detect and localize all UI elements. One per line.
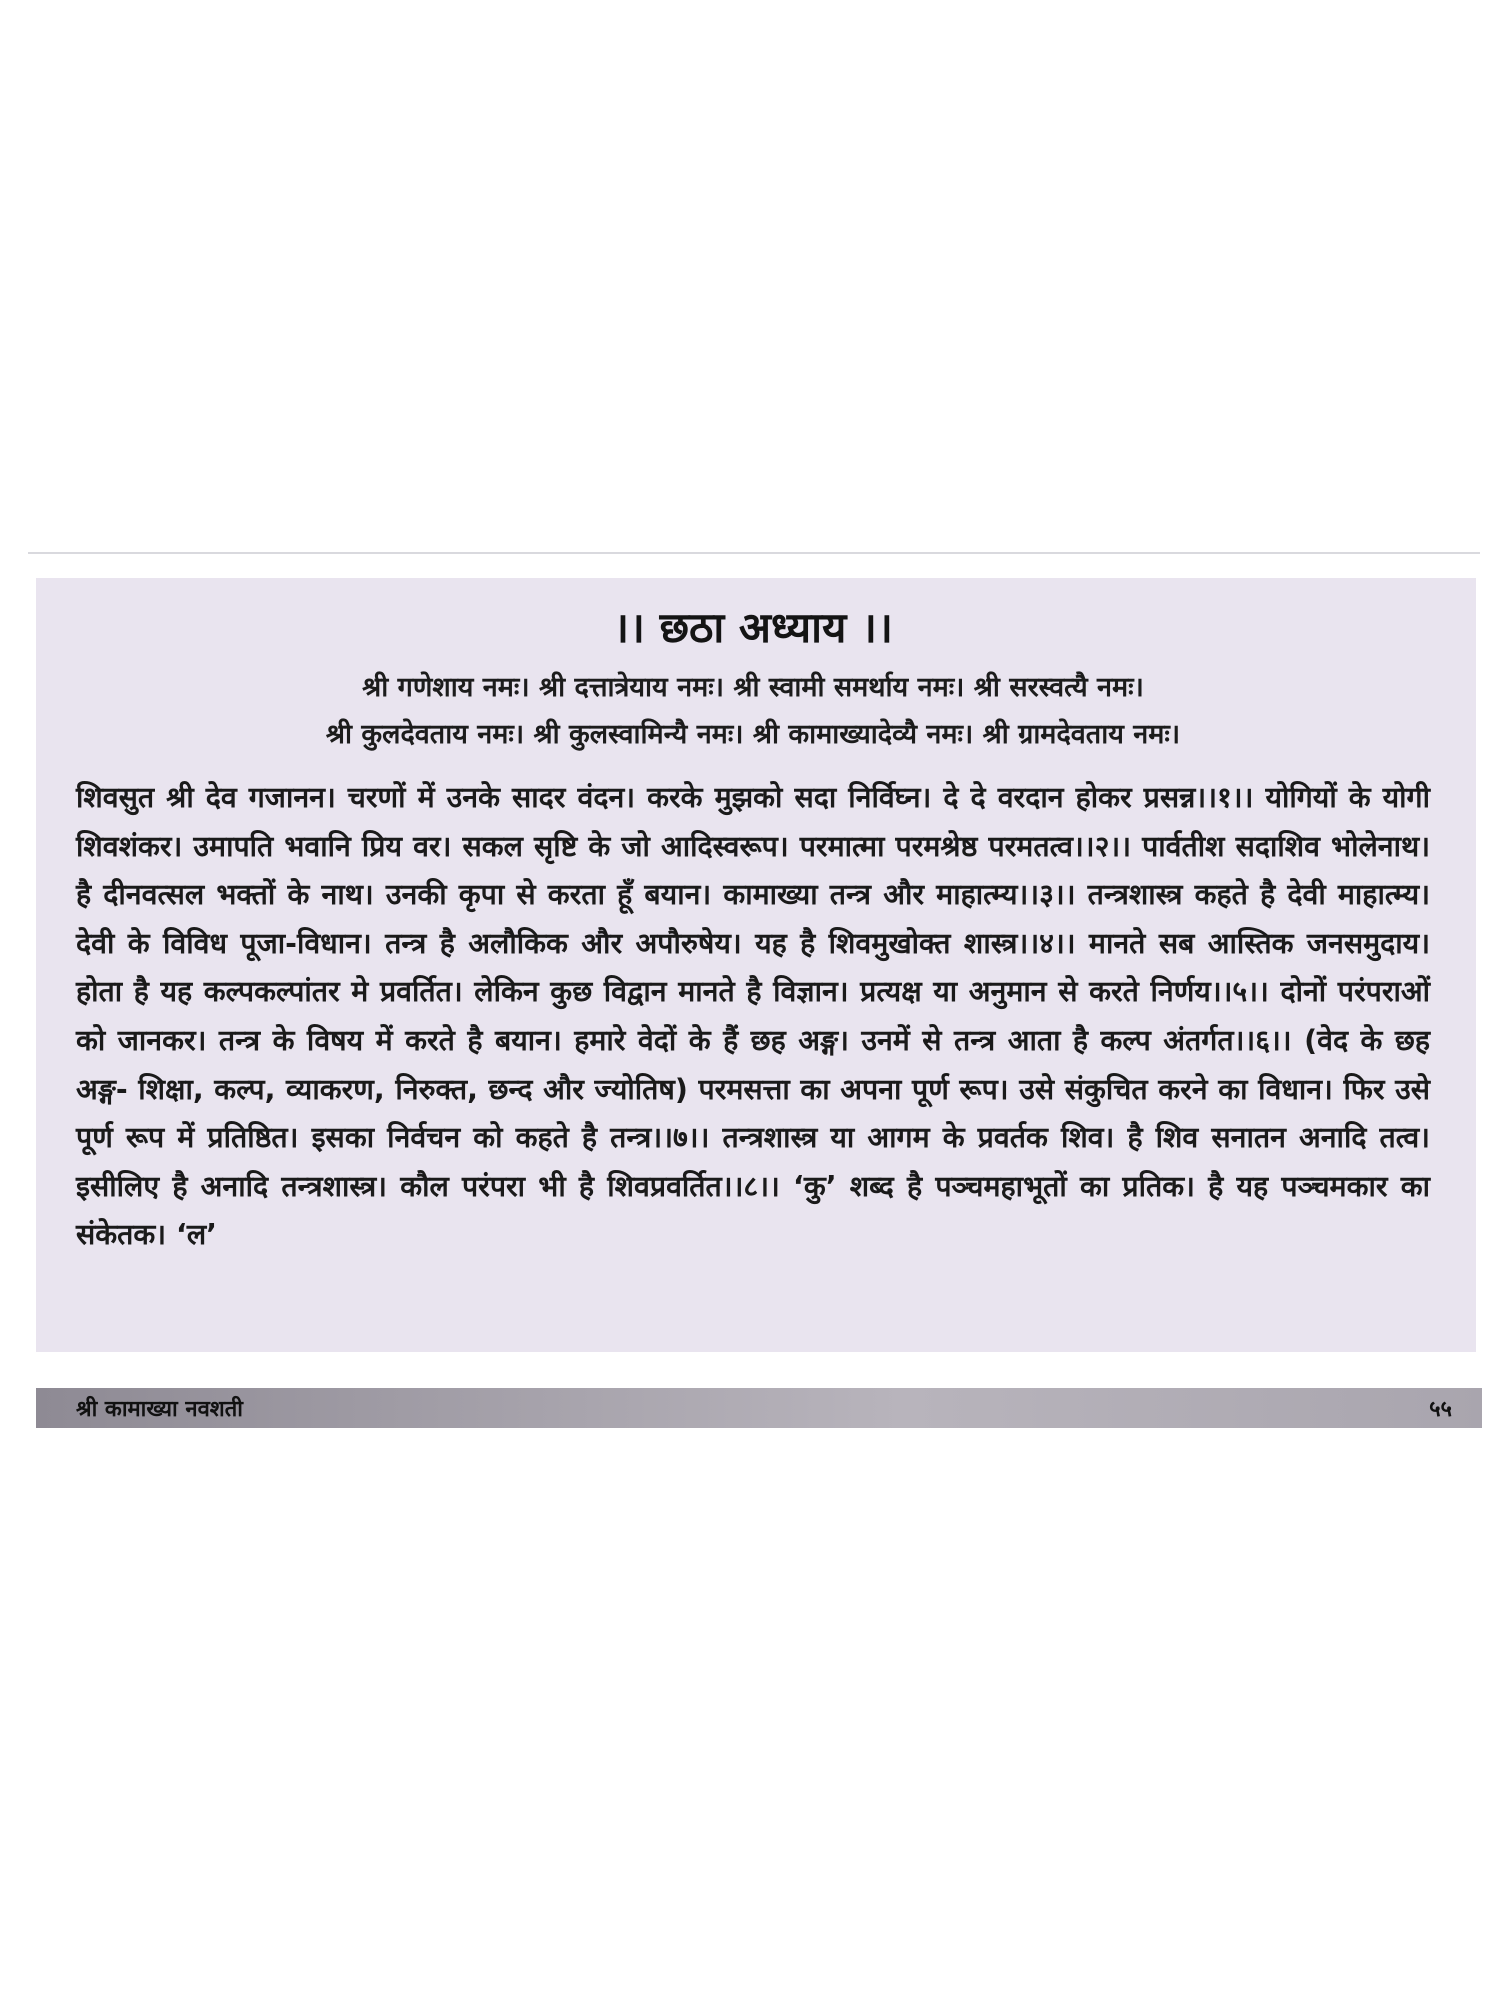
top-rule: [28, 552, 1480, 554]
page-footer: [36, 1388, 1482, 1428]
invocation-line-2: श्री कुलदेवताय नमः। श्री कुलस्वामिन्यै नमः। श्री कामाख्यादेव्यै नमः। श्री ग्रामदेवताय नमः।: [325, 719, 1181, 750]
chapter-title: ।। छठा अध्याय ।।: [613, 603, 893, 652]
footer-book-title: श्री कामाख्या नवशती: [76, 1397, 244, 1422]
chapter-panel: [36, 578, 1476, 1352]
invocation-line-1: श्री गणेशाय नमः। श्री दत्तात्रेयाय नमः। श्री स्वामी समर्थाय नमः। श्री सरस्वत्यै नमः।: [362, 672, 1144, 703]
chapter-body-text: शिवसुत श्री देव गजानन। चरणों में उनके सादर वंदन। करके मुझको सदा निर्विघ्न। दे दे वरदान होकर प्रसन्न।।१।। योगियों के योगी शिवशंकर। उमापति भवानि प्रिय वर। सकल सृष्टि के जो आदिस्वरूप। परमात्मा परमश्रेष्ठ परमतत्व।।२।। पार्वतीश सदाशिव भोलेनाथ। है दीनवत्सल भक्तों के नाथ। उनकी कृपा से करता हूँ बयान। कामाख्या तन्त्र और माहात्म्य।।३।। तन्त्रशास्त्र कहते है देवी माहात्म्य। देवी के विविध पूजा-विधान। तन्त्र है अलौकिक और अपौरुषेय। यह है शिवमुखोक्त शास्त्र।।४।। मानते सब आस्तिक जनसमुदाय। होता है यह कल्पकल्पांतर मे प्रवर्तित। लेकिन कुछ विद्वान मानते है विज्ञान। प्रत्यक्ष या अनुमान से करते निर्णय।।५।। दोनों परंपराओं को जानकर। तन्त्र के विषय में करते है बयान। हमारे वेदों के हैं छह अङ्ग। उनमें से तन्त्र आता है कल्प अंतर्गत।।६।। (वेद के छह अङ्ग- शिक्षा, कल्प, व्याकरण, निरुक्त, छन्द और ज्योतिष) परमसत्ता का अपना पूर्ण रूप। उसे संकुचित करने का विधान। फिर उसे पूर्ण रूप में प्रतिष्ठित। इसका निर्वचन को कहते है तन्त्र।।७।। तन्त्रशास्त्र या आगम के प्रवर्तक शिव। है शिव सनातन अनादि तत्व। इसीलिए है अनादि तन्त्रशास्त्र। कौल परंपरा भी है शिवप्रवर्तित।।८।। ‘कु’ शब्द है पञ्चमहाभूतों का प्रतिक। है यह पञ्चमकार का संकेतक। ‘ल’: [76, 781, 1430, 1252]
page-number: ५५: [1429, 1397, 1452, 1422]
